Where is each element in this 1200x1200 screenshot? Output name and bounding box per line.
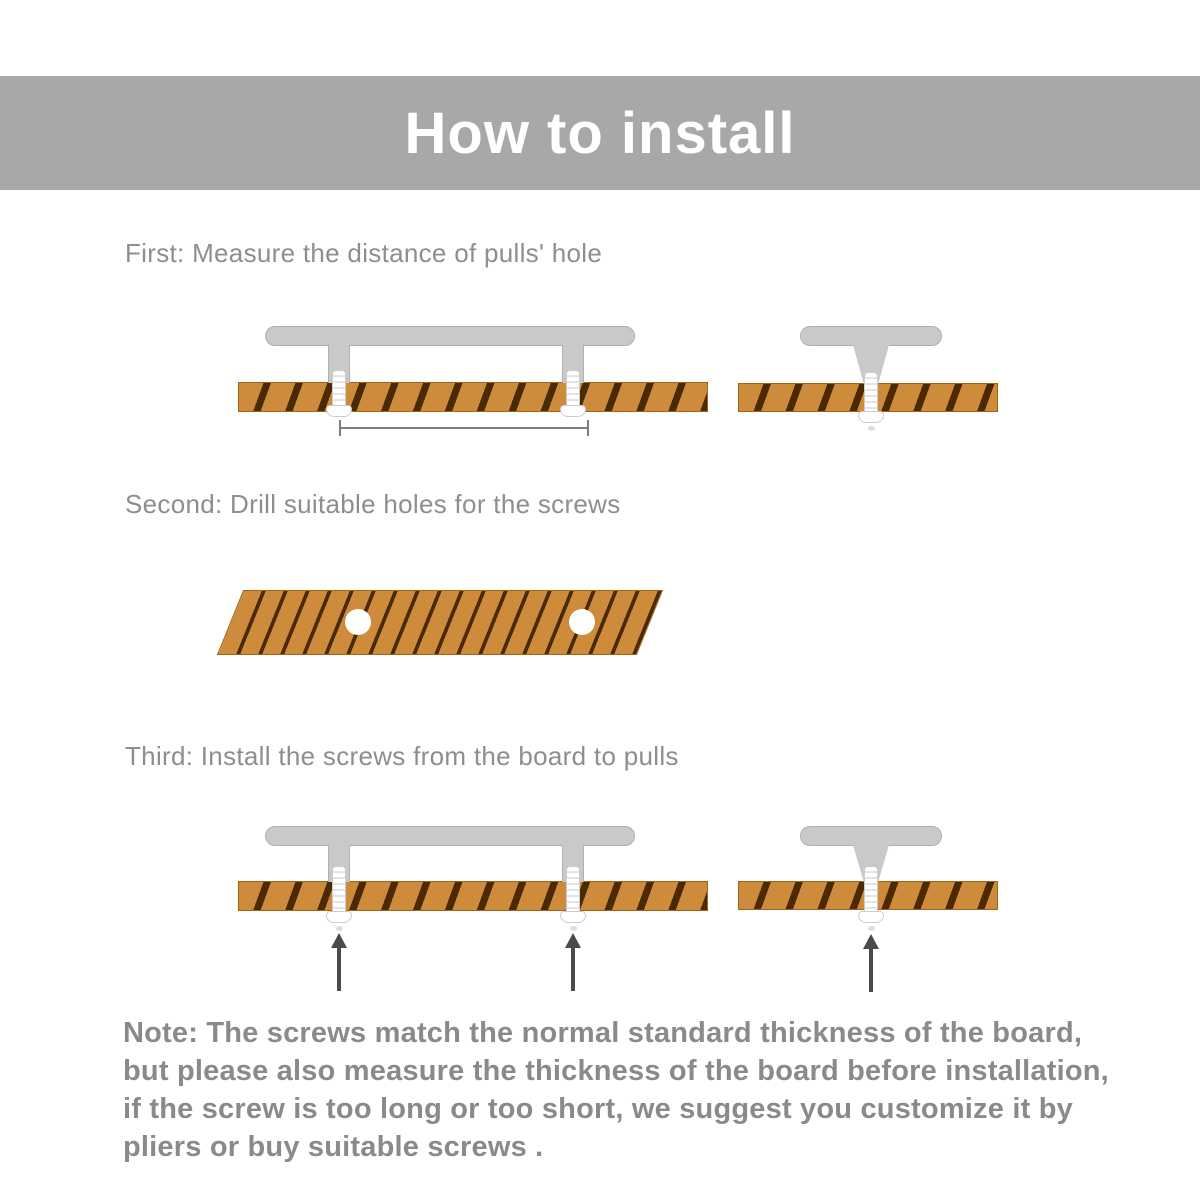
screw-head — [326, 405, 352, 417]
step3-label: Third: Install the screws from the board to pulls — [125, 741, 679, 771]
note-line: pliers or buy suitable screws . — [123, 1131, 544, 1163]
arrow-up-icon — [331, 933, 347, 991]
note-line: if the screw is too long or too short, we suggest you customize it by — [123, 1093, 1073, 1125]
measurement-line — [339, 420, 589, 436]
screw-head — [560, 911, 586, 923]
screw-tip — [868, 926, 875, 931]
screw — [864, 866, 878, 916]
screw-tip — [336, 926, 343, 931]
screw-tip — [570, 926, 577, 931]
knob-handle — [800, 826, 942, 846]
bar-pull-handle — [265, 326, 635, 346]
screw-tip — [868, 426, 875, 431]
wood-board — [238, 382, 708, 412]
note-line: Note: The screws match the normal standard thickness of the board, — [123, 1017, 1083, 1049]
screw — [332, 370, 346, 410]
page-title: How to install — [404, 100, 796, 166]
drill-hole — [569, 609, 595, 635]
screw-head — [858, 911, 884, 923]
screw — [332, 866, 346, 916]
screw-head — [326, 911, 352, 923]
header-banner — [0, 76, 1200, 190]
screw-head — [858, 411, 884, 423]
bar-pull-handle — [265, 826, 635, 846]
screw-head — [560, 405, 586, 417]
drill-hole — [345, 609, 371, 635]
note-text — [123, 1014, 1153, 1166]
arrow-up-icon — [565, 933, 581, 991]
step1-label: First: Measure the distance of pulls' hole — [125, 238, 603, 268]
step2-label: Second: Drill suitable holes for the screws — [125, 489, 621, 519]
screw — [566, 370, 580, 410]
knob-handle — [800, 326, 942, 346]
note-line: but please also measure the thickness of the board before installation, — [123, 1055, 1109, 1087]
wood-board — [238, 881, 708, 911]
screw — [566, 866, 580, 916]
drilled-board — [217, 590, 663, 655]
arrow-up-icon — [863, 934, 879, 992]
